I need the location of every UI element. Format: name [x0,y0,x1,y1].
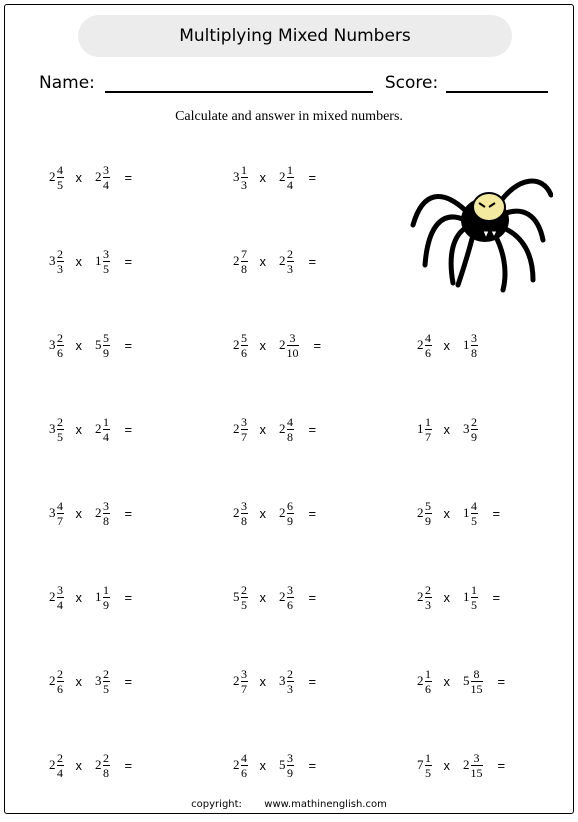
mixed-number [95,416,110,443]
denominator: 7 [241,681,247,696]
fraction [471,500,478,527]
whole-part: 3 [233,169,240,184]
denominator: 6 [425,681,431,696]
denominator: 5 [103,261,109,276]
equals-sign: = [308,169,317,185]
mixed-number [417,668,432,695]
fraction [103,668,110,695]
denominator: 7 [425,429,431,444]
mixed-number [463,332,478,359]
name-label: Name: [39,73,95,93]
multiply-sign: x [75,505,82,521]
denominator: 6 [241,345,247,360]
denominator: 6 [241,765,247,780]
multiply-sign: x [75,169,82,185]
problem-item [417,409,478,449]
mixed-number [463,752,483,779]
denominator: 3 [425,597,431,612]
fraction [471,416,478,443]
fraction [425,500,432,527]
fraction [57,584,64,611]
fraction [287,248,294,275]
numerator: 3 [241,414,247,429]
fraction [103,332,110,359]
equals-sign: = [124,589,133,605]
denominator: 7 [57,513,63,528]
whole-part: 2 [49,589,56,604]
mixed-number [95,500,110,527]
whole-part: 3 [95,673,102,688]
fraction [425,752,432,779]
denominator: 9 [103,345,109,360]
fraction [471,332,478,359]
problem-item [233,577,316,617]
fraction [425,668,432,695]
mixed-number [95,668,110,695]
whole-part: 5 [279,757,286,772]
denominator: 15 [470,765,483,780]
multiply-sign: x [443,757,450,773]
denominator: 4 [287,177,293,192]
denominator: 5 [241,597,247,612]
whole-part: 3 [279,673,286,688]
fraction [103,416,110,443]
multiply-sign: x [75,337,82,353]
numerator: 1 [103,582,109,597]
problem-item [233,745,316,785]
denominator: 4 [103,429,109,444]
fraction [241,752,248,779]
denominator: 7 [241,429,247,444]
mixed-number [49,332,64,359]
worksheet-page [4,4,574,814]
fraction [241,164,248,191]
problem-item [233,493,316,533]
multiply-sign: x [259,253,266,269]
denominator: 3 [287,261,293,276]
numerator: 3 [241,498,247,513]
whole-part: 2 [95,505,102,520]
denominator: 8 [471,345,477,360]
whole-part: 2 [279,505,286,520]
whole-part: 2 [279,337,286,352]
problem-item [49,325,132,365]
equals-sign: = [308,757,317,773]
mixed-number [49,752,64,779]
multiply-sign: x [75,589,82,605]
numerator: 3 [241,666,247,681]
denominator: 9 [103,597,109,612]
multiply-sign: x [75,673,82,689]
equals-sign: = [308,505,317,521]
footer [5,799,573,810]
multiply-sign: x [259,505,266,521]
numerator: 2 [57,330,63,345]
numerator: 5 [103,330,109,345]
mixed-number [417,500,432,527]
whole-part: 2 [49,169,56,184]
numerator: 1 [103,414,109,429]
fraction [425,584,432,611]
equals-sign: = [308,421,317,437]
numerator: 1 [241,162,247,177]
fraction [287,584,294,611]
fraction [287,164,294,191]
equals-sign: = [124,253,133,269]
fraction [287,332,299,359]
fraction [103,584,110,611]
whole-part: 2 [279,589,286,604]
whole-part: 2 [279,253,286,268]
fraction [241,584,248,611]
whole-part: 2 [95,169,102,184]
numerator: 2 [103,666,109,681]
problem-item [417,745,505,785]
equals-sign: = [492,505,501,521]
denominator: 3 [241,177,247,192]
whole-part: 2 [463,757,470,772]
mixed-number [417,332,432,359]
numerator: 1 [471,582,477,597]
mixed-number [95,584,110,611]
numerator: 2 [57,246,63,261]
website-link[interactable]: www.mathinenglish.com [264,799,387,810]
whole-part: 2 [233,421,240,436]
multiply-sign: x [443,505,450,521]
denominator: 9 [471,429,477,444]
numerator: 4 [471,498,477,513]
fraction [57,164,64,191]
numerator: 2 [471,414,477,429]
numerator: 2 [103,750,109,765]
fraction [57,668,64,695]
denominator: 6 [57,345,63,360]
fraction [287,668,294,695]
mixed-number [95,248,110,275]
problem-item [49,745,132,785]
denominator: 8 [103,765,109,780]
numerator: 2 [425,582,431,597]
multiply-sign: x [75,757,82,773]
numerator: 4 [425,330,431,345]
mixed-number [463,500,478,527]
problem-item [417,577,500,617]
equals-sign: = [308,253,317,269]
score-label: Score: [384,73,439,93]
numerator: 3 [103,498,109,513]
instructions: Calculate and answer in mixed numbers. [175,109,403,124]
spider-illustration [403,165,553,295]
mixed-number [279,332,299,359]
denominator: 9 [287,765,293,780]
denominator: 8 [103,513,109,528]
fraction [103,164,110,191]
numerator: 1 [425,666,431,681]
numerator: 3 [287,582,293,597]
equals-sign: = [492,589,501,605]
whole-part: 1 [463,337,470,352]
whole-part: 5 [463,673,470,688]
mixed-number [233,164,248,191]
problem-item [49,409,132,449]
denominator: 15 [470,681,483,696]
fraction [425,332,432,359]
numerator: 3 [473,750,480,765]
problem-item [417,325,478,365]
equals-sign: = [124,421,133,437]
mixed-number [233,668,248,695]
whole-part: 2 [417,337,424,352]
denominator: 5 [57,429,63,444]
fraction [287,500,294,527]
fraction [425,416,432,443]
mixed-number [95,752,110,779]
numerator: 2 [57,666,63,681]
multiply-sign: x [259,337,266,353]
problem-item [233,241,316,281]
mixed-number [49,500,64,527]
multiply-sign: x [443,421,450,437]
fraction [57,248,64,275]
whole-part: 1 [417,421,424,436]
multiply-sign: x [75,253,82,269]
whole-part: 7 [417,757,424,772]
mixed-number [279,668,294,695]
equals-sign: = [124,673,133,689]
whole-part: 3 [49,421,56,436]
multiply-sign: x [259,421,266,437]
denominator: 6 [57,681,63,696]
numerator: 3 [57,582,63,597]
whole-part: 1 [95,589,102,604]
denominator: 3 [57,261,63,276]
mixed-number [49,164,64,191]
whole-part: 2 [233,253,240,268]
denominator: 8 [241,513,247,528]
fraction [471,668,483,695]
numerator: 2 [241,582,247,597]
numerator: 7 [241,246,247,261]
mixed-number [417,584,432,611]
whole-part: 2 [233,673,240,688]
numerator: 2 [287,246,293,261]
multiply-sign: x [443,589,450,605]
whole-part: 2 [417,505,424,520]
multiply-sign: x [259,589,266,605]
fraction [241,248,248,275]
mixed-number [233,332,248,359]
denominator: 5 [103,681,109,696]
mixed-number [463,584,478,611]
fraction [287,416,294,443]
equals-sign: = [124,337,133,353]
whole-part: 3 [49,505,56,520]
name-score-row [39,73,548,93]
whole-part: 2 [95,421,102,436]
multiply-sign: x [259,169,266,185]
mixed-number [417,752,432,779]
whole-part: 5 [95,337,102,352]
problem-item [233,325,321,365]
equals-sign: = [497,757,506,773]
whole-part: 2 [417,589,424,604]
whole-part: 2 [95,757,102,772]
mixed-number [233,584,248,611]
numerator: 4 [287,414,293,429]
fraction [241,668,248,695]
whole-part: 1 [463,589,470,604]
problem-item [233,409,316,449]
equals-sign: = [497,673,506,689]
numerator: 4 [241,750,247,765]
denominator: 5 [471,513,477,528]
numerator: 2 [57,750,63,765]
score-line [446,73,548,93]
numerator: 4 [57,498,63,513]
denominator: 4 [57,765,63,780]
problem-item [417,661,505,701]
problem-item [49,661,132,701]
numerator: 4 [57,162,63,177]
mixed-number [417,416,432,443]
equals-sign: = [308,673,317,689]
fraction [241,500,248,527]
mixed-number [49,584,64,611]
numerator: 1 [425,414,431,429]
denominator: 9 [287,513,293,528]
whole-part: 3 [463,421,470,436]
multiply-sign: x [75,421,82,437]
numerator: 3 [103,246,109,261]
multiply-sign: x [443,673,450,689]
numerator: 3 [103,162,109,177]
numerator: 3 [289,330,296,345]
denominator: 6 [287,597,293,612]
copyright-label: copyright: [191,799,242,810]
whole-part: 1 [463,505,470,520]
whole-part: 2 [233,505,240,520]
whole-part: 2 [279,421,286,436]
numerator: 5 [241,330,247,345]
fraction [103,500,110,527]
problem-item [233,661,316,701]
whole-part: 2 [417,673,424,688]
fraction [103,248,110,275]
mixed-number [463,416,478,443]
multiply-sign: x [443,337,450,353]
problem-item [233,157,316,197]
fraction [241,416,248,443]
denominator: 10 [286,345,299,360]
denominator: 4 [103,177,109,192]
fraction [57,500,64,527]
fraction [471,752,483,779]
numerator: 2 [287,666,293,681]
mixed-number [279,164,294,191]
fraction [287,752,294,779]
fraction [241,332,248,359]
mixed-number [279,248,294,275]
mixed-number [233,500,248,527]
fraction [57,416,64,443]
whole-part: 2 [279,169,286,184]
mixed-number [49,416,64,443]
denominator: 8 [241,261,247,276]
numerator: 3 [471,330,477,345]
mixed-number [233,248,248,275]
whole-part: 3 [49,337,56,352]
problem-item [417,493,500,533]
equals-sign: = [124,505,133,521]
problem-item [49,157,132,197]
multiply-sign: x [259,673,266,689]
numerator: 5 [425,498,431,513]
numerator: 1 [287,162,293,177]
multiply-sign: x [259,757,266,773]
fraction [471,584,478,611]
whole-part: 2 [49,757,56,772]
whole-part: 5 [233,589,240,604]
numerator: 6 [287,498,293,513]
numerator: 1 [425,750,431,765]
mixed-number [279,500,294,527]
mixed-number [49,668,64,695]
numerator: 3 [287,750,293,765]
denominator: 5 [425,765,431,780]
denominator: 4 [57,597,63,612]
mixed-number [233,416,248,443]
whole-part: 2 [233,757,240,772]
fraction [57,332,64,359]
equals-sign: = [308,589,317,605]
problem-item [49,577,132,617]
name-line [105,73,373,93]
worksheet-title: Multiplying Mixed Numbers [78,15,512,57]
denominator: 8 [287,429,293,444]
denominator: 5 [471,597,477,612]
mixed-number [463,668,483,695]
equals-sign: = [124,757,133,773]
fraction [103,752,110,779]
mixed-number [95,164,110,191]
numerator: 8 [473,666,480,681]
equals-sign: = [313,337,322,353]
equals-sign: = [124,169,133,185]
problem-item [49,241,132,281]
mixed-number [279,752,294,779]
denominator: 5 [57,177,63,192]
whole-part: 2 [49,673,56,688]
fraction [57,752,64,779]
whole-part: 2 [233,337,240,352]
mixed-number [233,752,248,779]
mixed-number [95,332,110,359]
mixed-number [49,248,64,275]
mixed-number [279,416,294,443]
whole-part: 3 [49,253,56,268]
numerator: 2 [57,414,63,429]
problem-item [49,493,132,533]
denominator: 6 [425,345,431,360]
denominator: 9 [425,513,431,528]
whole-part: 1 [95,253,102,268]
denominator: 3 [287,681,293,696]
mixed-number [279,584,294,611]
